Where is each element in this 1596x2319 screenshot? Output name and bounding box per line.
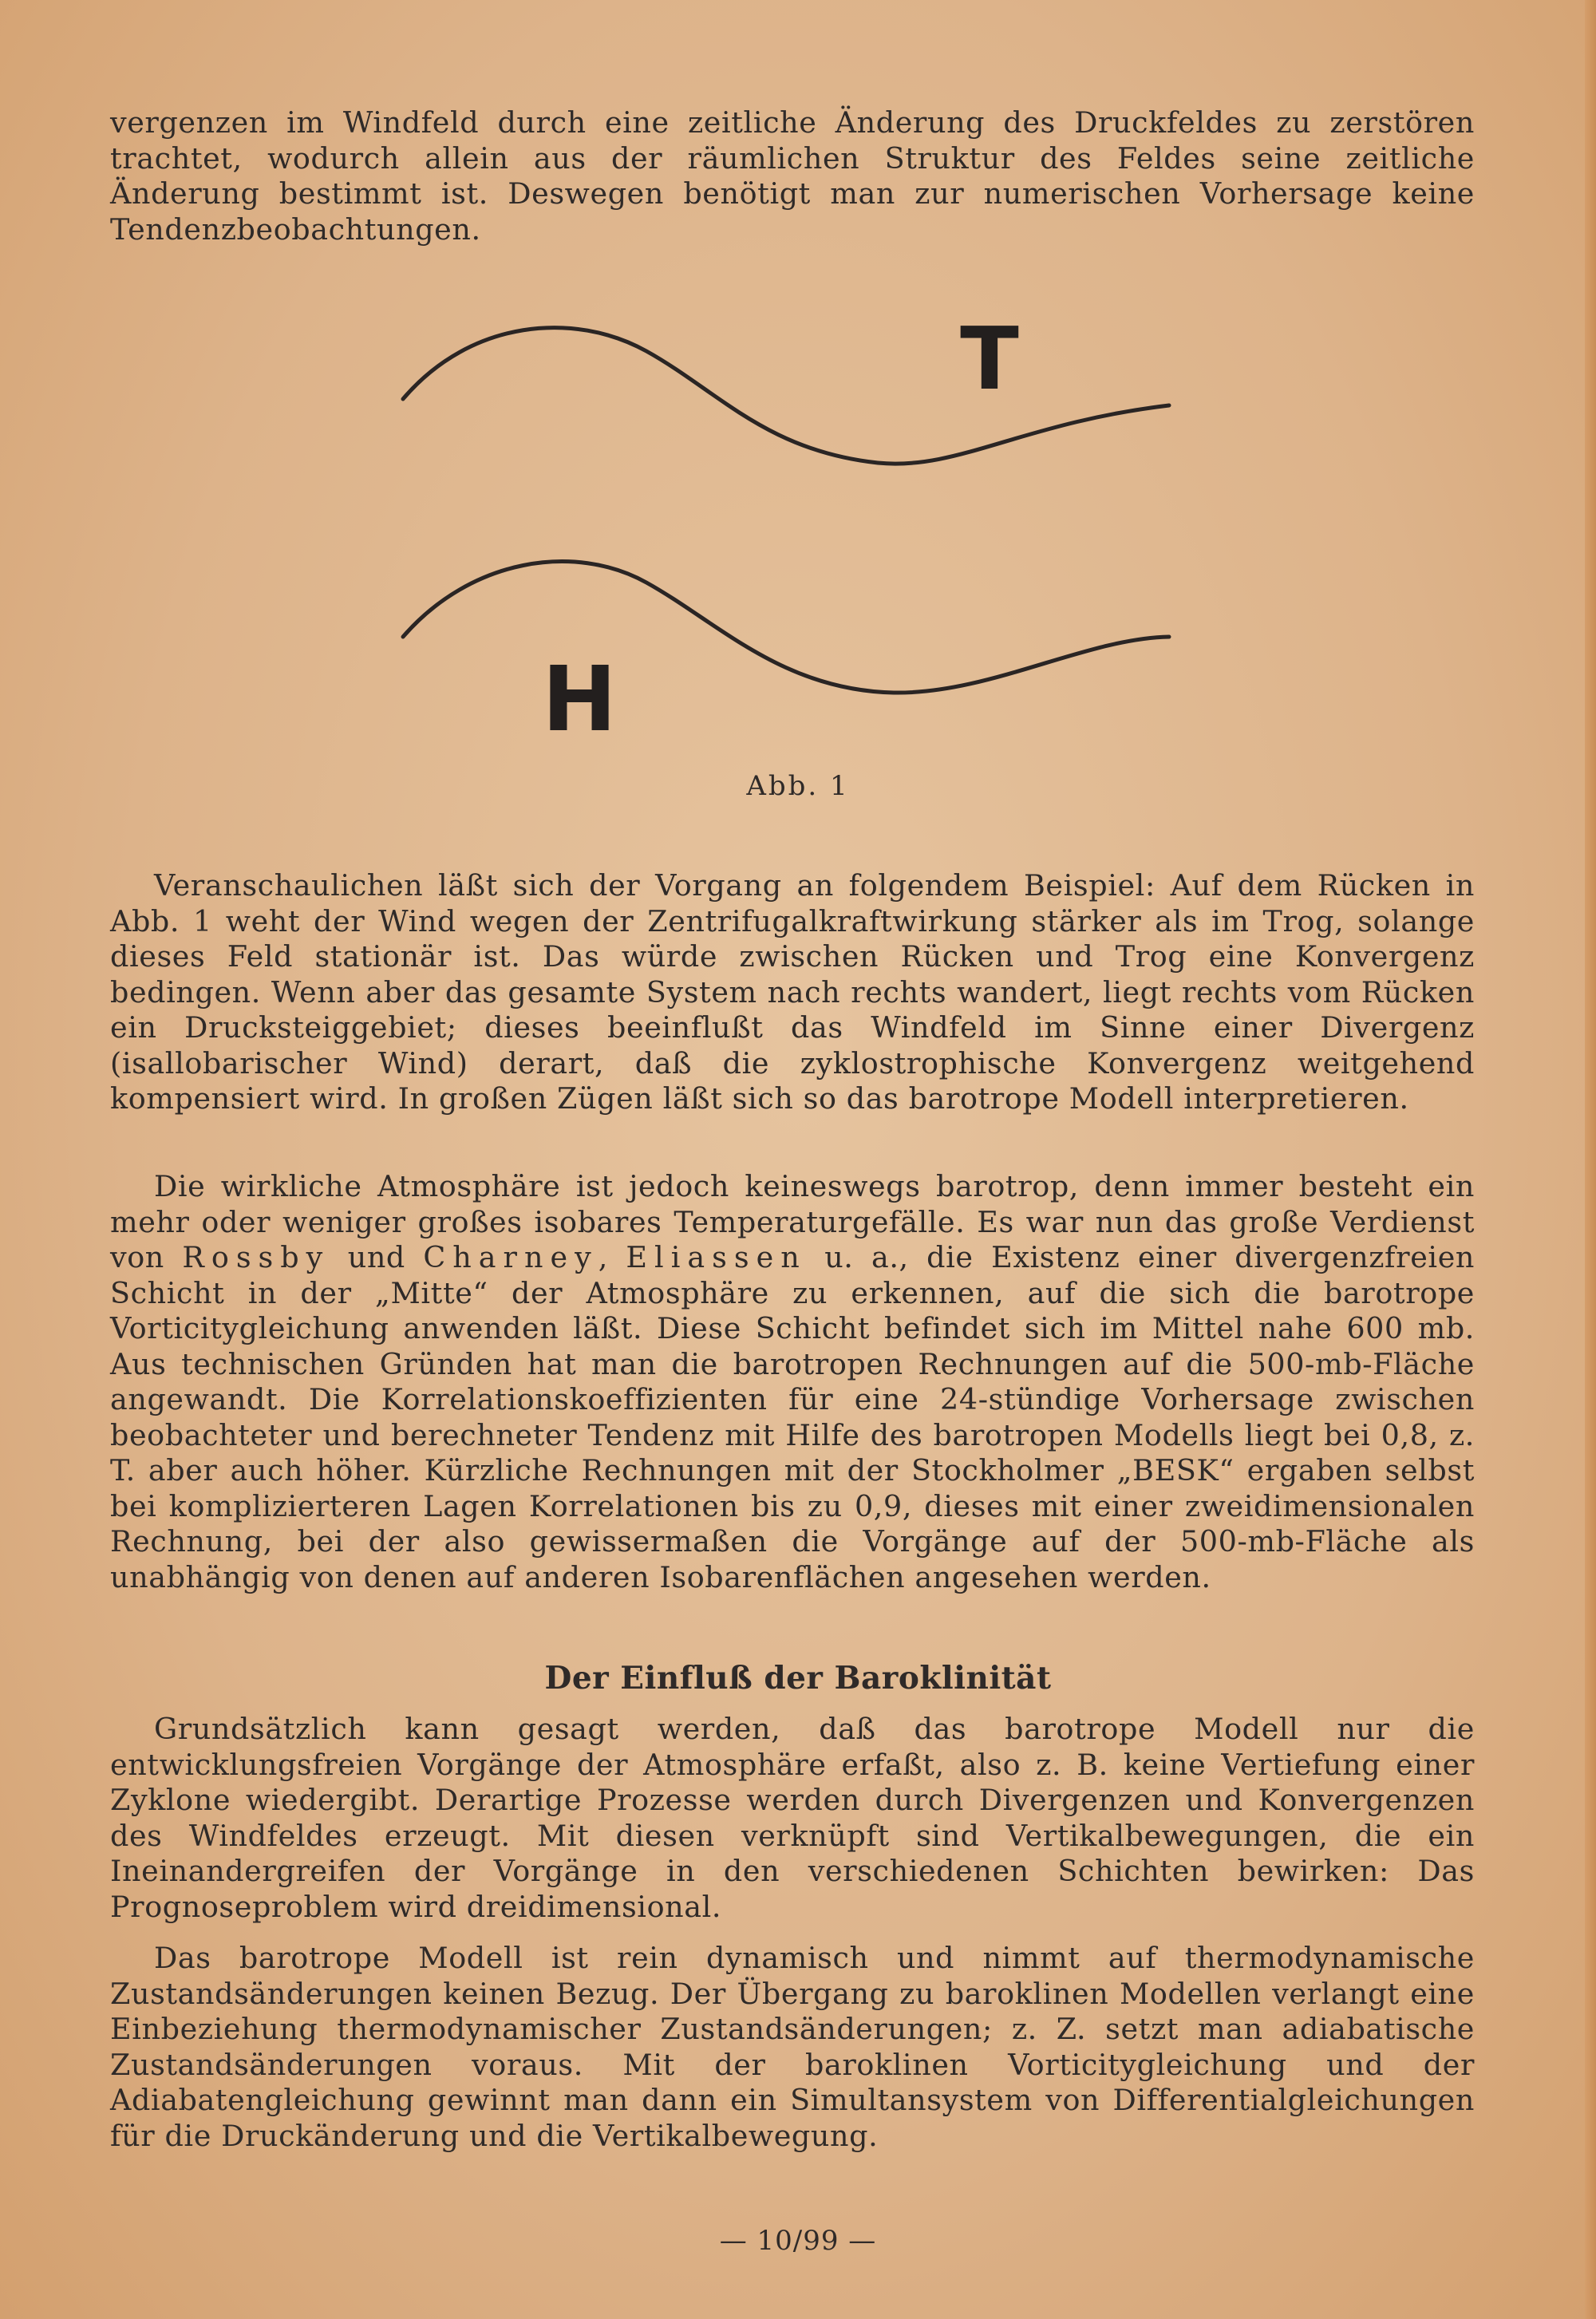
paragraph-barotropic-model: Das barotrope Modell ist rein dynamisch und nimmt auf thermodynamische Zustandsänderungen keinen Bezug. Der Übergang zu baroklinen Modellen verlangt eine Einbeziehung thermodynamischer Zustandsänderungen; z. Z. setzt man adiabatische Zustandsänderungen voraus. Mit der baroklinen Vorticitygleichung und der Adiabatengleichung gewinnt man dann ein Simultansystem von Differentialgleichungen für die Druckänderung und die Vertikalbewegung. [110,1941,1475,2153]
p2-text-b: u. a., die Existenz einer divergenzfreien Schicht in der „Mitte“ der Atmosphäre zu erkennen, auf die sich die barotrope Vorticitygleichung anwenden läßt. Diese Schicht befindet sich im Mittel nahe 600 mb. Aus technischen Gründen hat man die barotropen Rechnungen auf die 500-mb-Fläche angewandt. Die Korrelationskoeffizienten für eine 24-stündige Vorhersage zwischen beobachteter und berechneter Tendenz mit Hilfe des barotropen Modells liegt bei 0,8, z. T. aber auch höher. Kürzliche Rechnungen mit der Stockholmer „BESK“ ergaben selbst bei komplizierteren Lagen Korrelationen bis zu 0,9, dieses mit einer zweidimensionalen Rechnung, bei der also gewissermaßen die Vorgänge auf der 500-mb-Fläche als unabhängig von denen auf anderen Isobarenflächen angesehen werden. [110,1240,1476,1594]
author-rossby: Rossby [182,1240,330,1274]
author-eliassen: Eliassen [626,1240,807,1274]
paragraph-example: Veranschaulichen läßt sich der Vorgang an folgendem Beispiel: Auf dem Rücken in Abb. 1 weht der Wind wegen der Zentrifugalkraftwirkung stärker als im Trog, solange dieses Feld stationär ist. Das würde zwischen Rücken und Trog eine Konvergenz bedingen. Wenn aber das gesamte System nach rechts wandert, liegt rechts vom Rücken ein Drucksteiggebiet; dieses beeinflußt das Windfeld im Sinne einer Divergenz (isallobarischer Wind) derart, daß die zyklostrophische Konvergenz weitgehend kompensiert wird. In großen Zügen läßt sich so das barotrope Modell interpretieren. [110,868,1475,1116]
intro-paragraph: vergenzen im Windfeld durch eine zeitliche Änderung des Druckfeldes zu zerstören trachtet, wodurch allein aus der räumlichen Struktur des Feldes seine zeitliche Änderung bestimmt ist. Deswegen benötigt man zur numerischen Vorhersage keine Tendenzbeobachtungen. [110,105,1475,247]
p2-text-a: Die wirkliche Atmosphäre ist jedoch keineswegs barotrop, denn immer besteht ein mehr oder weniger großes isobares Temperaturgefälle. Es war nun das große Verdienst von [110,1169,1475,1274]
author-charney: Charney [423,1240,598,1274]
paragraph-baroclinicity: Grundsätzlich kann gesagt werden, daß das barotrope Modell nur die entwicklungsfreien Vorgänge der Atmosphäre erfaßt, also z. B. keine Vertiefung einer Zyklone wiedergibt. Derartige Prozesse werden durch Divergenzen und Konvergenzen des Windfeldes erzeugt. Mit diesen verknüpft sind Vertikalbewegungen, die ein Ineinandergreifen der Vorgänge in den verschiedenen Schichten bewirken: Das Prognoseproblem wird dreidimensional. [110,1712,1475,1924]
p2-und: und [330,1240,424,1274]
figure-wave-diagram [383,303,1197,766]
section-heading: Der Einfluß der Baroklinität [544,1660,1052,1697]
paragraph-real-atmosphere [110,1169,1475,1595]
lower-wave-line [403,562,1169,693]
high-label-h: H [542,648,617,752]
figure-caption: Abb. 1 [746,770,850,802]
page-number: — 10/99 — [719,2225,877,2257]
p2-comma: , [598,1240,626,1274]
page-edge [1585,0,1596,2319]
upper-wave-line [403,328,1169,464]
trough-label-t: T [960,310,1019,409]
